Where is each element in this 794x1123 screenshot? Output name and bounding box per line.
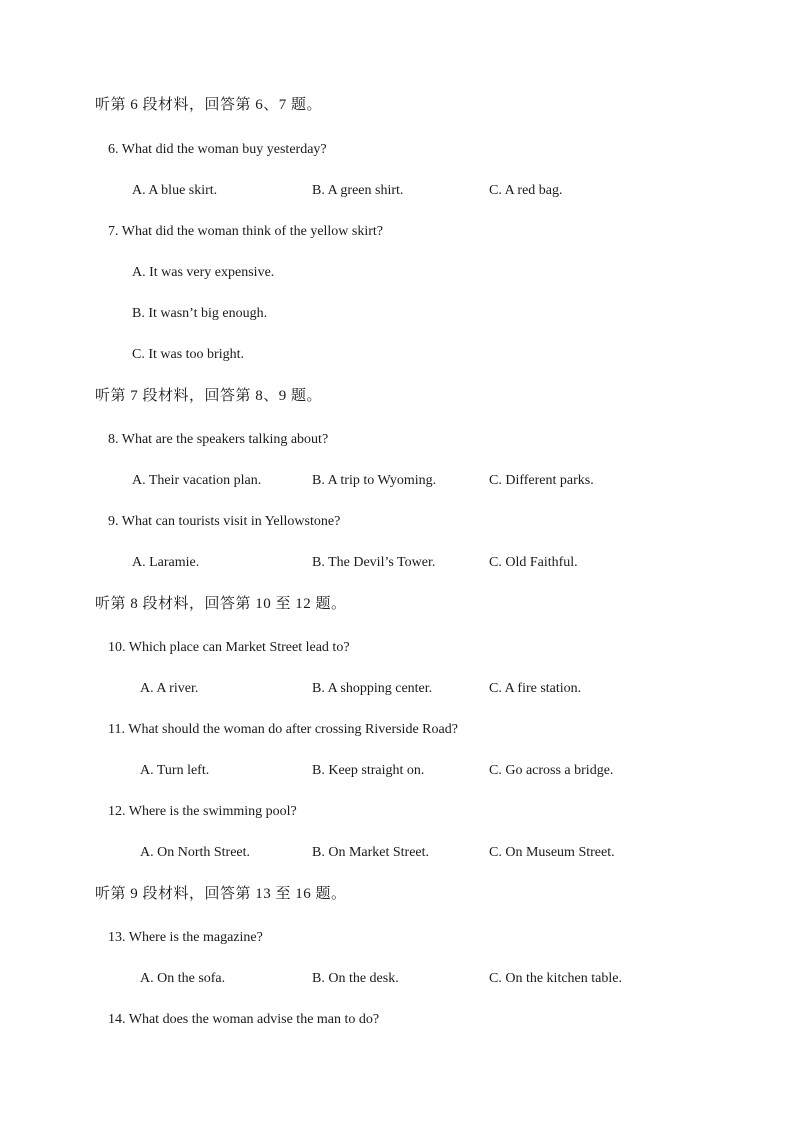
question-10-option-c: C. A fire station.: [489, 681, 582, 696]
question-7-option-b: B. It wasn’t big enough.: [132, 306, 268, 321]
section-heading-8: 听第 8 段材料，回答第 10 至 12 题。: [95, 596, 347, 612]
question-11-option-c: C. Go across a bridge.: [489, 763, 614, 778]
question-8-option-b: B. A trip to Wyoming.: [312, 473, 437, 488]
question-11-option-a: A. Turn left.: [140, 763, 210, 778]
question-8-option-a: A. Their vacation plan.: [132, 473, 262, 488]
question-13: 13. Where is the magazine?: [108, 930, 263, 945]
question-7: 7. What did the woman think of the yellow skirt?: [108, 224, 384, 239]
question-12-option-a: A. On North Street.: [140, 845, 251, 860]
question-7-option-c: C. It was too bright.: [132, 347, 244, 362]
question-13-option-c: C. On the kitchen table.: [489, 971, 622, 986]
question-6-option-a: A. A blue skirt.: [132, 183, 218, 198]
question-9: 9. What can tourists visit in Yellowstone?: [108, 514, 341, 529]
section-heading-6: 听第 6 段材料，回答第 6、7 题。: [95, 97, 323, 113]
question-8: 8. What are the speakers talking about?: [108, 432, 329, 447]
question-11: 11. What should the woman do after crossing Riverside Road?: [108, 722, 458, 737]
question-8-option-c: C. Different parks.: [489, 473, 594, 488]
question-14: 14. What does the woman advise the man to do?: [108, 1012, 380, 1027]
question-9-option-a: A. Laramie.: [132, 555, 200, 570]
question-6-option-b: B. A green shirt.: [312, 183, 404, 198]
question-13-option-a: A. On the sofa.: [140, 971, 226, 986]
section-heading-7: 听第 7 段材料，回答第 8、9 题。: [95, 388, 323, 404]
question-12-option-c: C. On Museum Street.: [489, 845, 615, 860]
question-6: 6. What did the woman buy yesterday?: [108, 142, 327, 157]
question-10-option-a: A. A river.: [140, 681, 199, 696]
question-7-option-a: A. It was very expensive.: [132, 265, 275, 280]
section-heading-9: 听第 9 段材料，回答第 13 至 16 题。: [95, 886, 347, 902]
question-10-option-b: B. A shopping center.: [312, 681, 433, 696]
question-10: 10. Which place can Market Street lead to?: [108, 640, 350, 655]
question-9-option-b: B. The Devil’s Tower.: [312, 555, 436, 570]
question-12: 12. Where is the swimming pool?: [108, 804, 297, 819]
question-6-option-c: C. A red bag.: [489, 183, 563, 198]
question-13-option-b: B. On the desk.: [312, 971, 399, 986]
question-12-option-b: B. On Market Street.: [312, 845, 430, 860]
question-11-option-b: B. Keep straight on.: [312, 763, 425, 778]
question-9-option-c: C. Old Faithful.: [489, 555, 578, 570]
